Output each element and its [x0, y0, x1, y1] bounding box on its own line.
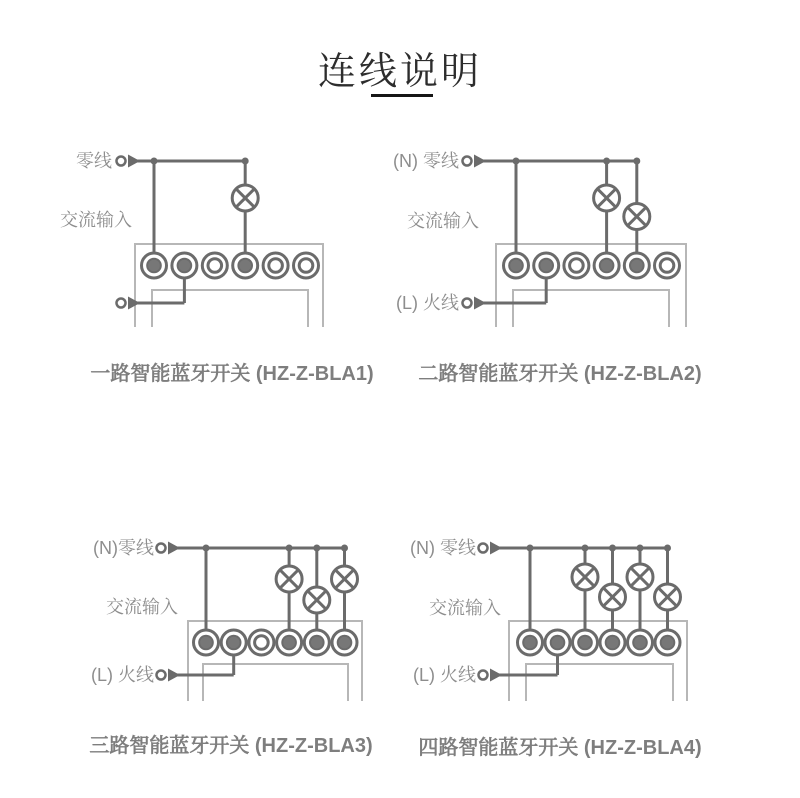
live-input-connector — [479, 669, 503, 682]
live-wire-label: (L) 火线 — [396, 293, 459, 313]
terminal-1 — [142, 253, 167, 278]
junction-dot — [582, 545, 589, 552]
terminal-2 — [534, 253, 559, 278]
lamp-icon — [627, 564, 653, 590]
junction-dot — [203, 545, 210, 552]
switch-body-inner-outline — [513, 290, 669, 327]
diagram-hz-z-bla4 — [479, 542, 688, 702]
junction-dot — [603, 158, 610, 165]
live-input-connector — [117, 297, 141, 310]
connector-circle — [463, 299, 472, 308]
ac-input-label: 交流输入 — [407, 211, 479, 231]
neutral-input-connector — [463, 155, 487, 168]
junction-dot — [527, 545, 534, 552]
terminal-5 — [628, 630, 653, 655]
junction-dot — [633, 158, 640, 165]
neutral-input-connector — [157, 542, 181, 555]
connector-circle — [157, 671, 166, 680]
junction-dot — [513, 158, 520, 165]
terminal-4 — [594, 253, 619, 278]
lamp-icon — [332, 566, 358, 592]
junction-dot — [637, 545, 644, 552]
live-wire-label: (L) 火线 — [91, 665, 154, 685]
neutral-input-connector — [479, 542, 503, 555]
ac-input-label: 交流输入 — [60, 210, 132, 230]
terminal-3 — [202, 253, 227, 278]
terminal-6 — [294, 253, 319, 278]
lamp-icon — [276, 566, 302, 592]
switch-body-inner-outline — [526, 664, 673, 701]
diagram-hz-z-bla3 — [157, 542, 363, 702]
terminal-4 — [277, 630, 302, 655]
neutral-wire-label: 零线 — [76, 151, 112, 171]
connector-circle — [479, 671, 488, 680]
live-input-connector — [157, 669, 181, 682]
connector-circle — [117, 299, 126, 308]
neutral-wire-label: (N) 零线 — [410, 538, 476, 558]
lamp-icon — [655, 584, 681, 610]
diagram-hz-z-bla2 — [463, 155, 687, 328]
connector-circle — [157, 544, 166, 553]
junction-dot — [313, 545, 320, 552]
lamp-icon — [232, 185, 258, 211]
terminal-2 — [545, 630, 570, 655]
terminal-6 — [655, 253, 680, 278]
junction-dot — [151, 158, 158, 165]
terminal-3 — [564, 253, 589, 278]
terminal-1 — [518, 630, 543, 655]
connector-circle — [463, 157, 472, 166]
junction-dot — [341, 545, 348, 552]
connector-circle — [117, 157, 126, 166]
lamp-icon — [304, 587, 330, 613]
lamp-icon — [624, 204, 650, 230]
diagram-hz-z-bla1 — [117, 155, 324, 328]
connector-circle — [479, 544, 488, 553]
terminal-2 — [172, 253, 197, 278]
terminal-1 — [504, 253, 529, 278]
terminal-3 — [573, 630, 598, 655]
terminal-4 — [233, 253, 258, 278]
neutral-wire-label: (N) 零线 — [393, 151, 459, 171]
terminal-2 — [221, 630, 246, 655]
terminal-6 — [655, 630, 680, 655]
diagram-caption-bla1: 一路智能蓝牙开关 (HZ-Z-BLA1) — [90, 363, 374, 385]
lamp-icon — [572, 564, 598, 590]
terminal-5 — [304, 630, 329, 655]
junction-dot — [664, 545, 671, 552]
live-wire-label: (L) 火线 — [413, 665, 476, 685]
lamp-icon — [600, 584, 626, 610]
page-title: 连线说明 — [317, 51, 482, 93]
neutral-input-connector — [117, 155, 141, 168]
junction-dot — [286, 545, 293, 552]
terminal-5 — [263, 253, 288, 278]
neutral-wire-label: (N)零线 — [93, 538, 154, 558]
terminal-3 — [249, 630, 274, 655]
terminal-6 — [332, 630, 357, 655]
live-input-connector — [463, 297, 487, 310]
junction-dot — [242, 158, 249, 165]
diagram-caption-bla3: 三路智能蓝牙开关 (HZ-Z-BLA3) — [89, 735, 373, 757]
terminal-1 — [194, 630, 219, 655]
switch-body-inner-outline — [203, 664, 348, 701]
diagram-caption-bla2: 二路智能蓝牙开关 (HZ-Z-BLA2) — [418, 363, 702, 385]
terminal-5 — [624, 253, 649, 278]
terminal-4 — [600, 630, 625, 655]
junction-dot — [609, 545, 616, 552]
ac-input-label: 交流输入 — [429, 598, 501, 618]
ac-input-label: 交流输入 — [106, 597, 178, 617]
lamp-icon — [594, 185, 620, 211]
diagram-caption-bla4: 四路智能蓝牙开关 (HZ-Z-BLA4) — [418, 737, 702, 759]
switch-body-inner-outline — [152, 290, 308, 327]
